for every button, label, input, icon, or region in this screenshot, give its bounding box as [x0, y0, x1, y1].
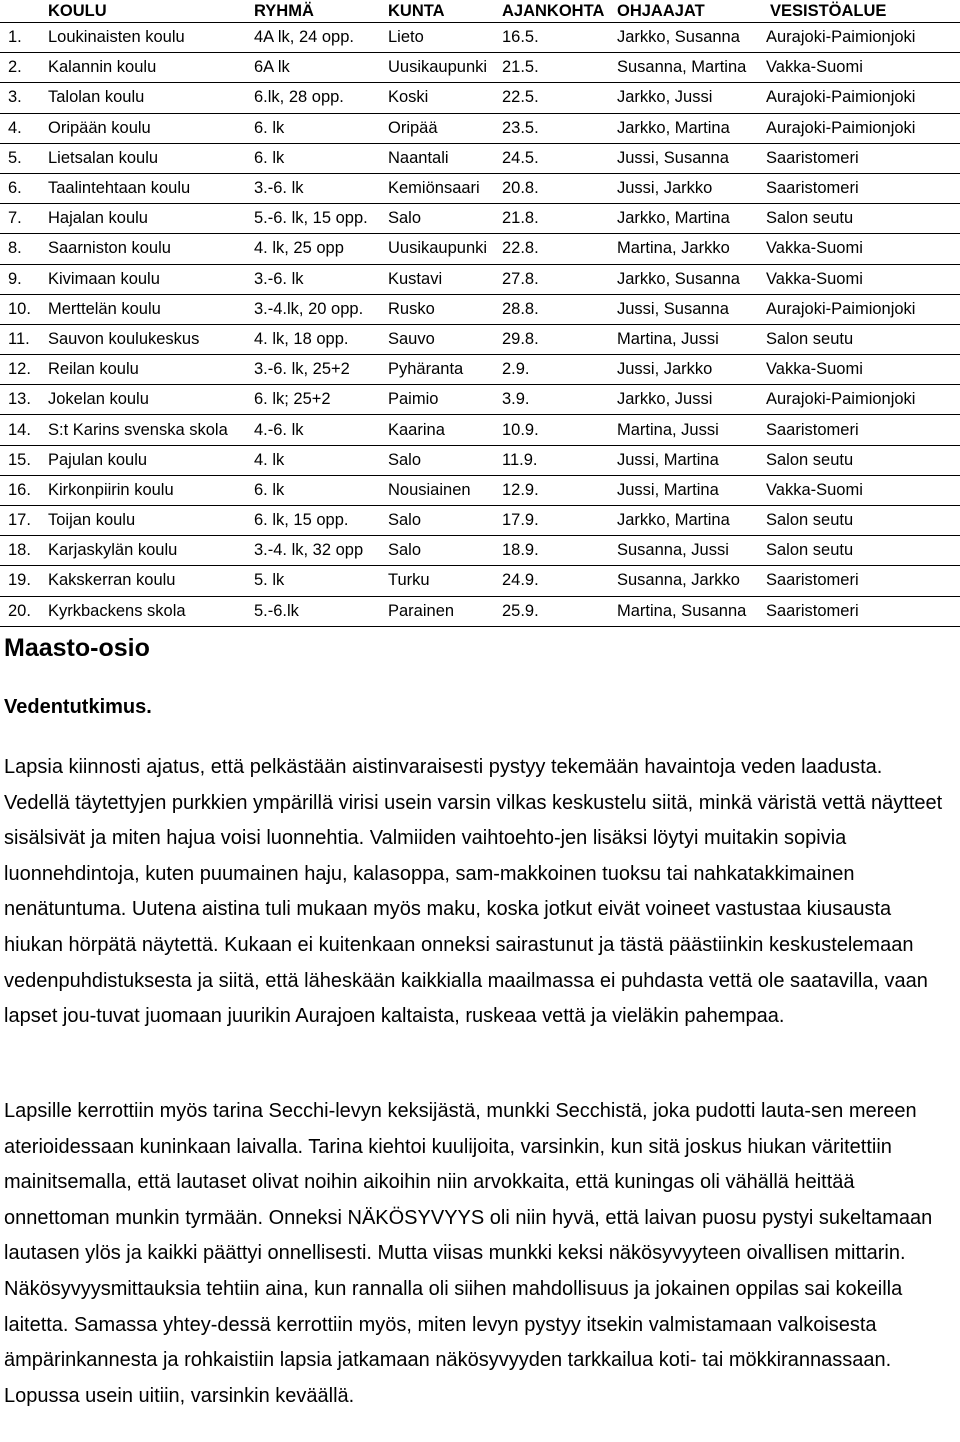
cell-date: 22.8.	[494, 234, 609, 264]
cell-leaders: Jarkko, Martina	[609, 113, 762, 143]
cell-leaders: Jussi, Martina	[609, 445, 762, 475]
header-num	[0, 0, 40, 23]
paragraph-secchi-story: Lapsille kerrottiin myös tarina Secchi-levyn keksijästä, munkki Secchistä, joka pudotti lauta-sen mereen aterioidessaan kuninkaan laivalla. Tarina kiehtoi kuulijoita, varsinkin, kun sitä joskus hiukan väritettiin mainitsemalla, että lautaset olivat noihin aikoihin niin arvokkaita, että kuningas oli vähällä heittää onnettoman munkin tyrmään. Onneksi NÄKÖSYVYYS oli niin hyvä, että laivan puosu pystyi sukeltamaan lautasen ylös ja kaikki päättyi onnellisesti. Mutta viisas munkki keksi näkösyvyyteen oivallisen mittarin. Näkösyvyysmittauksia tehtiin aina, kun rannalla oli siihen mahdollisuus ja jokainen oppilas sai kokeilla laitetta. Samassa yhtey-dessä kerrottiin myös, miten levyn pystyy itsekin valmistamaan valkoisesta ämpärinkannesta ja rohkaistiin lapsia jatkamaan näkösyvyyden tarkkailua koti- tai mökkirannassaan. Lopussa usein uitiin, varsinkin keväällä.	[4, 1100, 933, 1407]
cell-school: Kakskerran koulu	[40, 566, 246, 596]
cell-date: 12.9.	[494, 475, 609, 505]
cell-date: 18.9.	[494, 536, 609, 566]
table-header-row	[0, 0, 960, 23]
cell-num: 18.	[0, 536, 40, 566]
cell-school: Loukinaisten koulu	[40, 23, 246, 53]
cell-leaders: Martina, Jarkko	[609, 234, 762, 264]
cell-num: 3.	[0, 83, 40, 113]
cell-leaders: Susanna, Jussi	[609, 536, 762, 566]
cell-date: 22.5.	[494, 83, 609, 113]
cell-num: 20.	[0, 596, 40, 626]
cell-school: Kyrkbackens skola	[40, 596, 246, 626]
cell-school: Reilan koulu	[40, 355, 246, 385]
cell-school: Kivimaan koulu	[40, 264, 246, 294]
cell-leaders: Jussi, Susanna	[609, 143, 762, 173]
cell-town: Paimio	[380, 385, 494, 415]
cell-leaders: Jarkko, Jussi	[609, 83, 762, 113]
cell-town: Salo	[380, 536, 494, 566]
cell-num: 1.	[0, 23, 40, 53]
cell-group: 5. lk	[246, 566, 380, 596]
cell-town: Uusikaupunki	[380, 53, 494, 83]
cell-num: 9.	[0, 264, 40, 294]
cell-group: 6A lk	[246, 53, 380, 83]
cell-group: 4. lk, 25 opp	[246, 234, 380, 264]
cell-school: Oripään koulu	[40, 113, 246, 143]
table-row	[0, 294, 960, 324]
header-town: KUNTA	[380, 0, 494, 23]
cell-group: 5.-6.lk	[246, 596, 380, 626]
cell-leaders: Jussi, Jarkko	[609, 173, 762, 203]
cell-town: Oripää	[380, 113, 494, 143]
cell-area: Salon seutu	[762, 324, 960, 354]
cell-school: Merttelän koulu	[40, 294, 246, 324]
cell-leaders: Martina, Jussi	[609, 324, 762, 354]
cell-num: 10.	[0, 294, 40, 324]
table-row	[0, 173, 960, 203]
cell-area: Saaristomeri	[762, 415, 960, 445]
cell-date: 24.5.	[494, 143, 609, 173]
cell-area: Saaristomeri	[762, 143, 960, 173]
table-row	[0, 475, 960, 505]
cell-date: 27.8.	[494, 264, 609, 294]
cell-school: Saarniston koulu	[40, 234, 246, 264]
cell-date: 3.9.	[494, 385, 609, 415]
cell-num: 5.	[0, 143, 40, 173]
cell-town: Kaarina	[380, 415, 494, 445]
cell-group: 4.-6. lk	[246, 415, 380, 445]
cell-date: 17.9.	[494, 506, 609, 536]
table-row	[0, 113, 960, 143]
header-school: KOULU	[40, 0, 246, 23]
cell-area: Vakka-Suomi	[762, 53, 960, 83]
table-row	[0, 264, 960, 294]
cell-town: Kemiönsaari	[380, 173, 494, 203]
cell-group: 3.-4.lk, 20 opp.	[246, 294, 380, 324]
cell-school: S:t Karins svenska skola	[40, 415, 246, 445]
table-row	[0, 53, 960, 83]
cell-num: 15.	[0, 445, 40, 475]
cell-school: Kirkonpiirin koulu	[40, 475, 246, 505]
cell-date: 21.5.	[494, 53, 609, 83]
table-row	[0, 23, 960, 53]
cell-date: 24.9.	[494, 566, 609, 596]
cell-area: Vakka-Suomi	[762, 264, 960, 294]
cell-group: 6. lk, 15 opp.	[246, 506, 380, 536]
cell-town: Rusko	[380, 294, 494, 324]
cell-town: Pyhäranta	[380, 355, 494, 385]
cell-area: Salon seutu	[762, 204, 960, 234]
cell-num: 2.	[0, 53, 40, 83]
cell-date: 21.8.	[494, 204, 609, 234]
cell-num: 12.	[0, 355, 40, 385]
cell-school: Pajulan koulu	[40, 445, 246, 475]
cell-date: 2.9.	[494, 355, 609, 385]
cell-school: Taalintehtaan koulu	[40, 173, 246, 203]
cell-area: Salon seutu	[762, 506, 960, 536]
cell-school: Hajalan koulu	[40, 204, 246, 234]
table-row	[0, 355, 960, 385]
table-row	[0, 596, 960, 626]
cell-group: 6. lk	[246, 143, 380, 173]
header-date: AJANKOHTA	[494, 0, 609, 23]
cell-leaders: Jussi, Susanna	[609, 294, 762, 324]
cell-group: 6. lk; 25+2	[246, 385, 380, 415]
cell-school: Jokelan koulu	[40, 385, 246, 415]
cell-town: Nousiainen	[380, 475, 494, 505]
cell-leaders: Susanna, Martina	[609, 53, 762, 83]
cell-town: Salo	[380, 204, 494, 234]
cell-area: Saaristomeri	[762, 173, 960, 203]
cell-num: 8.	[0, 234, 40, 264]
cell-area: Saaristomeri	[762, 566, 960, 596]
cell-date: 29.8.	[494, 324, 609, 354]
cell-town: Kustavi	[380, 264, 494, 294]
cell-num: 6.	[0, 173, 40, 203]
cell-area: Saaristomeri	[762, 596, 960, 626]
cell-group: 4. lk, 18 opp.	[246, 324, 380, 354]
cell-town: Turku	[380, 566, 494, 596]
cell-area: Vakka-Suomi	[762, 475, 960, 505]
cell-leaders: Jarkko, Martina	[609, 204, 762, 234]
cell-group: 3.-6. lk	[246, 173, 380, 203]
cell-school: Lietsalan koulu	[40, 143, 246, 173]
cell-town: Uusikaupunki	[380, 234, 494, 264]
cell-town: Lieto	[380, 23, 494, 53]
cell-group: 6. lk	[246, 475, 380, 505]
table-row	[0, 445, 960, 475]
cell-num: 11.	[0, 324, 40, 354]
cell-school: Toijan koulu	[40, 506, 246, 536]
cell-group: 6.lk, 28 opp.	[246, 83, 380, 113]
cell-group: 3.-4. lk, 32 opp	[246, 536, 380, 566]
cell-leaders: Jarkko, Jussi	[609, 385, 762, 415]
cell-town: Koski	[380, 83, 494, 113]
table-row	[0, 324, 960, 354]
cell-school: Kalannin koulu	[40, 53, 246, 83]
cell-num: 14.	[0, 415, 40, 445]
header-group: RYHMÄ	[246, 0, 380, 23]
cell-school: Karjaskylän koulu	[40, 536, 246, 566]
cell-leaders: Jarkko, Susanna	[609, 23, 762, 53]
cell-area: Salon seutu	[762, 445, 960, 475]
cell-num: 17.	[0, 506, 40, 536]
cell-date: 11.9.	[494, 445, 609, 475]
cell-date: 28.8.	[494, 294, 609, 324]
cell-leaders: Jarkko, Martina	[609, 506, 762, 536]
cell-area: Salon seutu	[762, 536, 960, 566]
cell-area: Aurajoki-Paimionjoki	[762, 385, 960, 415]
header-leaders: OHJAAJAT	[609, 0, 762, 23]
cell-group: 5.-6. lk, 15 opp.	[246, 204, 380, 234]
cell-date: 10.9.	[494, 415, 609, 445]
header-area: VESISTÖALUE	[762, 0, 960, 23]
paragraph-water-study: Lapsia kiinnosti ajatus, että pelkästään aistinvaraisesti pystyy tekemään havaintoja veden laadusta. Vedellä täytettyjen purkkien ympärillä virisi usein varsin vilkas keskustelu siitä, minkä väristä vettä näytteet sisälsivät ja miten hajua voisi luonnehtia. Valmiiden vaihtoehto-jen lisäksi löytyi muitakin sopivia luonnehdintoja, kuten puumainen haju, kalasoppa, sam-makkoinen tuoksu tai nahkatakkimainen nenätuntuma. Uutena aistina tuli mukaan myös maku, koska jotkut eivät voineet vastustaa kiusausta hiukan hörpätä näytettä. Kukaan ei kuitenkaan onneksi sairastunut ja tästä päästiinkin keskustelemaan vedenpuhdistuksesta ja siitä, että läheskään kaikkialla maailmassa ei puhdasta vettä ole saatavilla, vaan lapset jou-tuvat juomaan juurikin Aurajoen kaltaista, ruskeaa vettä ja vieläkin pahempaa.	[4, 756, 943, 1028]
cell-leaders: Martina, Jussi	[609, 415, 762, 445]
cell-leaders: Jussi, Jarkko	[609, 355, 762, 385]
cell-leaders: Susanna, Jarkko	[609, 566, 762, 596]
cell-town: Sauvo	[380, 324, 494, 354]
cell-area: Vakka-Suomi	[762, 355, 960, 385]
cell-area: Aurajoki-Paimionjoki	[762, 113, 960, 143]
cell-town: Parainen	[380, 596, 494, 626]
cell-town: Naantali	[380, 143, 494, 173]
section-title: Maasto-osio	[4, 634, 150, 662]
cell-date: 25.9.	[494, 596, 609, 626]
table-row	[0, 385, 960, 415]
table-row	[0, 234, 960, 264]
cell-area: Aurajoki-Paimionjoki	[762, 294, 960, 324]
cell-area: Aurajoki-Paimionjoki	[762, 23, 960, 53]
cell-group: 6. lk	[246, 113, 380, 143]
table-body	[0, 23, 960, 627]
table-row	[0, 143, 960, 173]
school-visit-table	[0, 0, 960, 627]
cell-town: Salo	[380, 506, 494, 536]
cell-group: 3.-6. lk	[246, 264, 380, 294]
cell-area: Vakka-Suomi	[762, 234, 960, 264]
table-row	[0, 83, 960, 113]
cell-num: 19.	[0, 566, 40, 596]
cell-town: Salo	[380, 445, 494, 475]
cell-date: 20.8.	[494, 173, 609, 203]
cell-num: 13.	[0, 385, 40, 415]
cell-leaders: Jarkko, Susanna	[609, 264, 762, 294]
cell-num: 4.	[0, 113, 40, 143]
table-row	[0, 566, 960, 596]
cell-num: 16.	[0, 475, 40, 505]
table-row	[0, 415, 960, 445]
cell-leaders: Martina, Susanna	[609, 596, 762, 626]
cell-school: Talolan koulu	[40, 83, 246, 113]
table-row	[0, 506, 960, 536]
cell-group: 3.-6. lk, 25+2	[246, 355, 380, 385]
cell-area: Aurajoki-Paimionjoki	[762, 83, 960, 113]
table-row	[0, 536, 960, 566]
cell-num: 7.	[0, 204, 40, 234]
cell-group: 4. lk	[246, 445, 380, 475]
cell-group: 4A lk, 24 opp.	[246, 23, 380, 53]
table-row	[0, 204, 960, 234]
cell-leaders: Jussi, Martina	[609, 475, 762, 505]
cell-school: Sauvon koulukeskus	[40, 324, 246, 354]
section-subtitle: Vedentutkimus.	[4, 696, 152, 718]
cell-date: 16.5.	[494, 23, 609, 53]
cell-date: 23.5.	[494, 113, 609, 143]
